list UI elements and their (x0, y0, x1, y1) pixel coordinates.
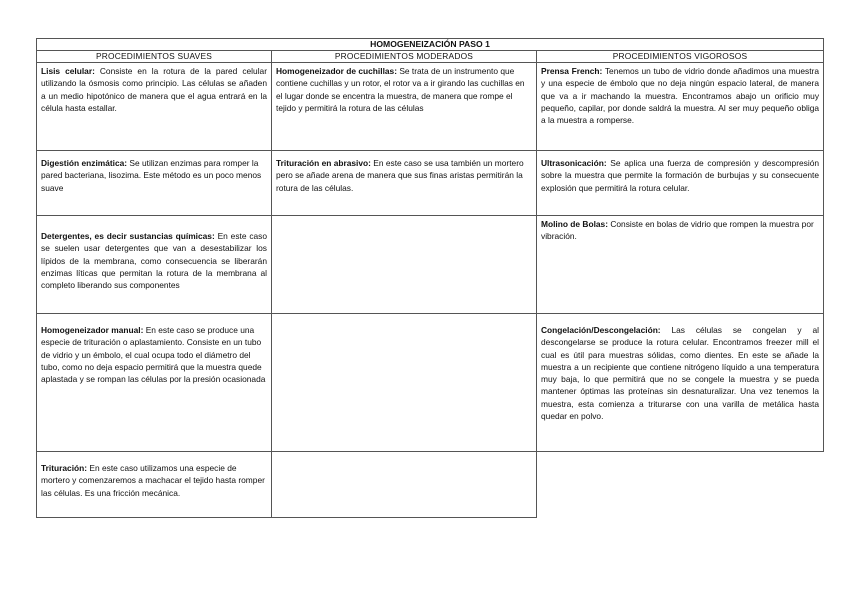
cell-text: Se utilizan enzimas para romper la pared bacteriana, lisozima. Este método es un poco menos suave (41, 158, 262, 193)
table-title: HOMOGENEIZACIÓN PASO 1 (37, 39, 824, 51)
cell-molino-bolas (537, 216, 824, 314)
cell-text: Se trata de un instrumento que contiene cuchillas y un rotor, el rotor va a ir girando las cuchillas en el lugar donde se encentra la muestra, de manera que rompe el tejido y permitirá la rotura de las células (276, 66, 525, 113)
cell-trituracion-abrasivo (272, 151, 537, 216)
cell-text: Consiste en la rotura de la pared celular utilizando la ósmosis como principio. Las células se añaden a un medio hipotónico de manera que el agua entrará en la célula hasta estallar. (41, 66, 268, 113)
cell-homogeneizador-cuchillas (272, 63, 537, 151)
cell-empty (272, 452, 537, 518)
cell-term: Ultrasonicación: (541, 158, 607, 168)
cell-term: Molino de Bolas: (541, 219, 608, 229)
cell-term: Homogeneizador de cuchillas: (276, 66, 397, 76)
column-header-suaves: PROCEDIMIENTOS SUAVES (37, 51, 272, 63)
cell-term: Digestión enzimática: (41, 158, 128, 168)
cell-term: Trituración: (41, 463, 88, 473)
cell-trituracion (37, 452, 272, 518)
cell-text: Se aplica una fuerza de compresión y descompresión sobre la muestra que permite la formación de burbujas y su consecuente explosión que permitirá la rotura celular. (541, 158, 820, 193)
cell-text: Las células se congelan y al descongelarse se produce la rotura celular. Encontramos freezer mill el cual es útil para muestras sólidas, como dientes. En este se añade la muestra a un recipiente que contiene nitrógeno líquido a una temperatura muy baja, lo que permitirá que no se congele la muestra y se pueda mantener óptimas las proteínas sin desnaturalizar. Una vez tenemos la muestra, esta comienza a triturarse con una varilla de metálica hasta quedar en polvo. (541, 325, 820, 422)
cell-prensa-french (537, 63, 824, 151)
cell-text: En este caso se usa también un mortero pero se añade arena de manera que sus finas aristas permitirán la rotura de las células. (276, 158, 524, 193)
cell-text: Consiste en bolas de vidrio que rompen la muestra por vibración. (541, 219, 814, 242)
cell-text: En este caso se suelen usar detergentes que van a desestabilizar los lípidos de la membrana, como consecuencia se liberarán enzimas líticas que permitan la rotura de la membrana al completo liberando sus componentes (41, 231, 268, 291)
cell-text: En este caso se produce una especie de trituración o aplastamiento. Consiste en un tubo de vidrio y un émbolo, el cual ocupa todo el diámetro del tubo, como no deja espacio permitirá que la muestra quede aplastada y se rompan las células por la presión ocasionada (41, 325, 266, 385)
cell-term: Detergentes, es decir sustancias químicas: (41, 231, 215, 241)
cell-congelacion (537, 314, 824, 452)
cell-lisis-celular (37, 63, 272, 151)
cell-empty (272, 216, 537, 314)
cell-term: Congelación/Descongelación: (541, 325, 661, 335)
column-header-moderados: PROCEDIMIENTOS MODERADOS (272, 51, 537, 63)
column-header-vigorosos: PROCEDIMIENTOS VIGOROSOS (537, 51, 824, 63)
cell-blank (537, 452, 824, 518)
cell-term: Trituración en abrasivo: (276, 158, 371, 168)
cell-text: Tenemos un tubo de vidrio donde añadimos una muestra y una especie de émbolo que no deja ningún espacio lateral, de manera que va a ir machando la muestra. Encontramos abajo un orificio muy pequeño, capilar, por donde saldrá la muestra. Al ser muy pequeño obliga a la muestra a romperse. (541, 66, 820, 126)
cell-digestion-enzimatica (37, 151, 272, 216)
cell-term: Homogeneizador manual: (41, 325, 144, 335)
cell-ultrasonicacion (537, 151, 824, 216)
cell-homogeneizador-manual (37, 314, 272, 452)
cell-term: Prensa French: (541, 66, 603, 76)
cell-detergentes (37, 216, 272, 314)
homogenization-table (36, 38, 824, 518)
cell-text: En este caso utilizamos una especie de mortero y comenzaremos a machacar el tejido hasta romper las células. Es una fricción mecánica. (41, 463, 265, 498)
cell-empty (272, 314, 537, 452)
cell-term: Lisis celular: (41, 66, 95, 76)
